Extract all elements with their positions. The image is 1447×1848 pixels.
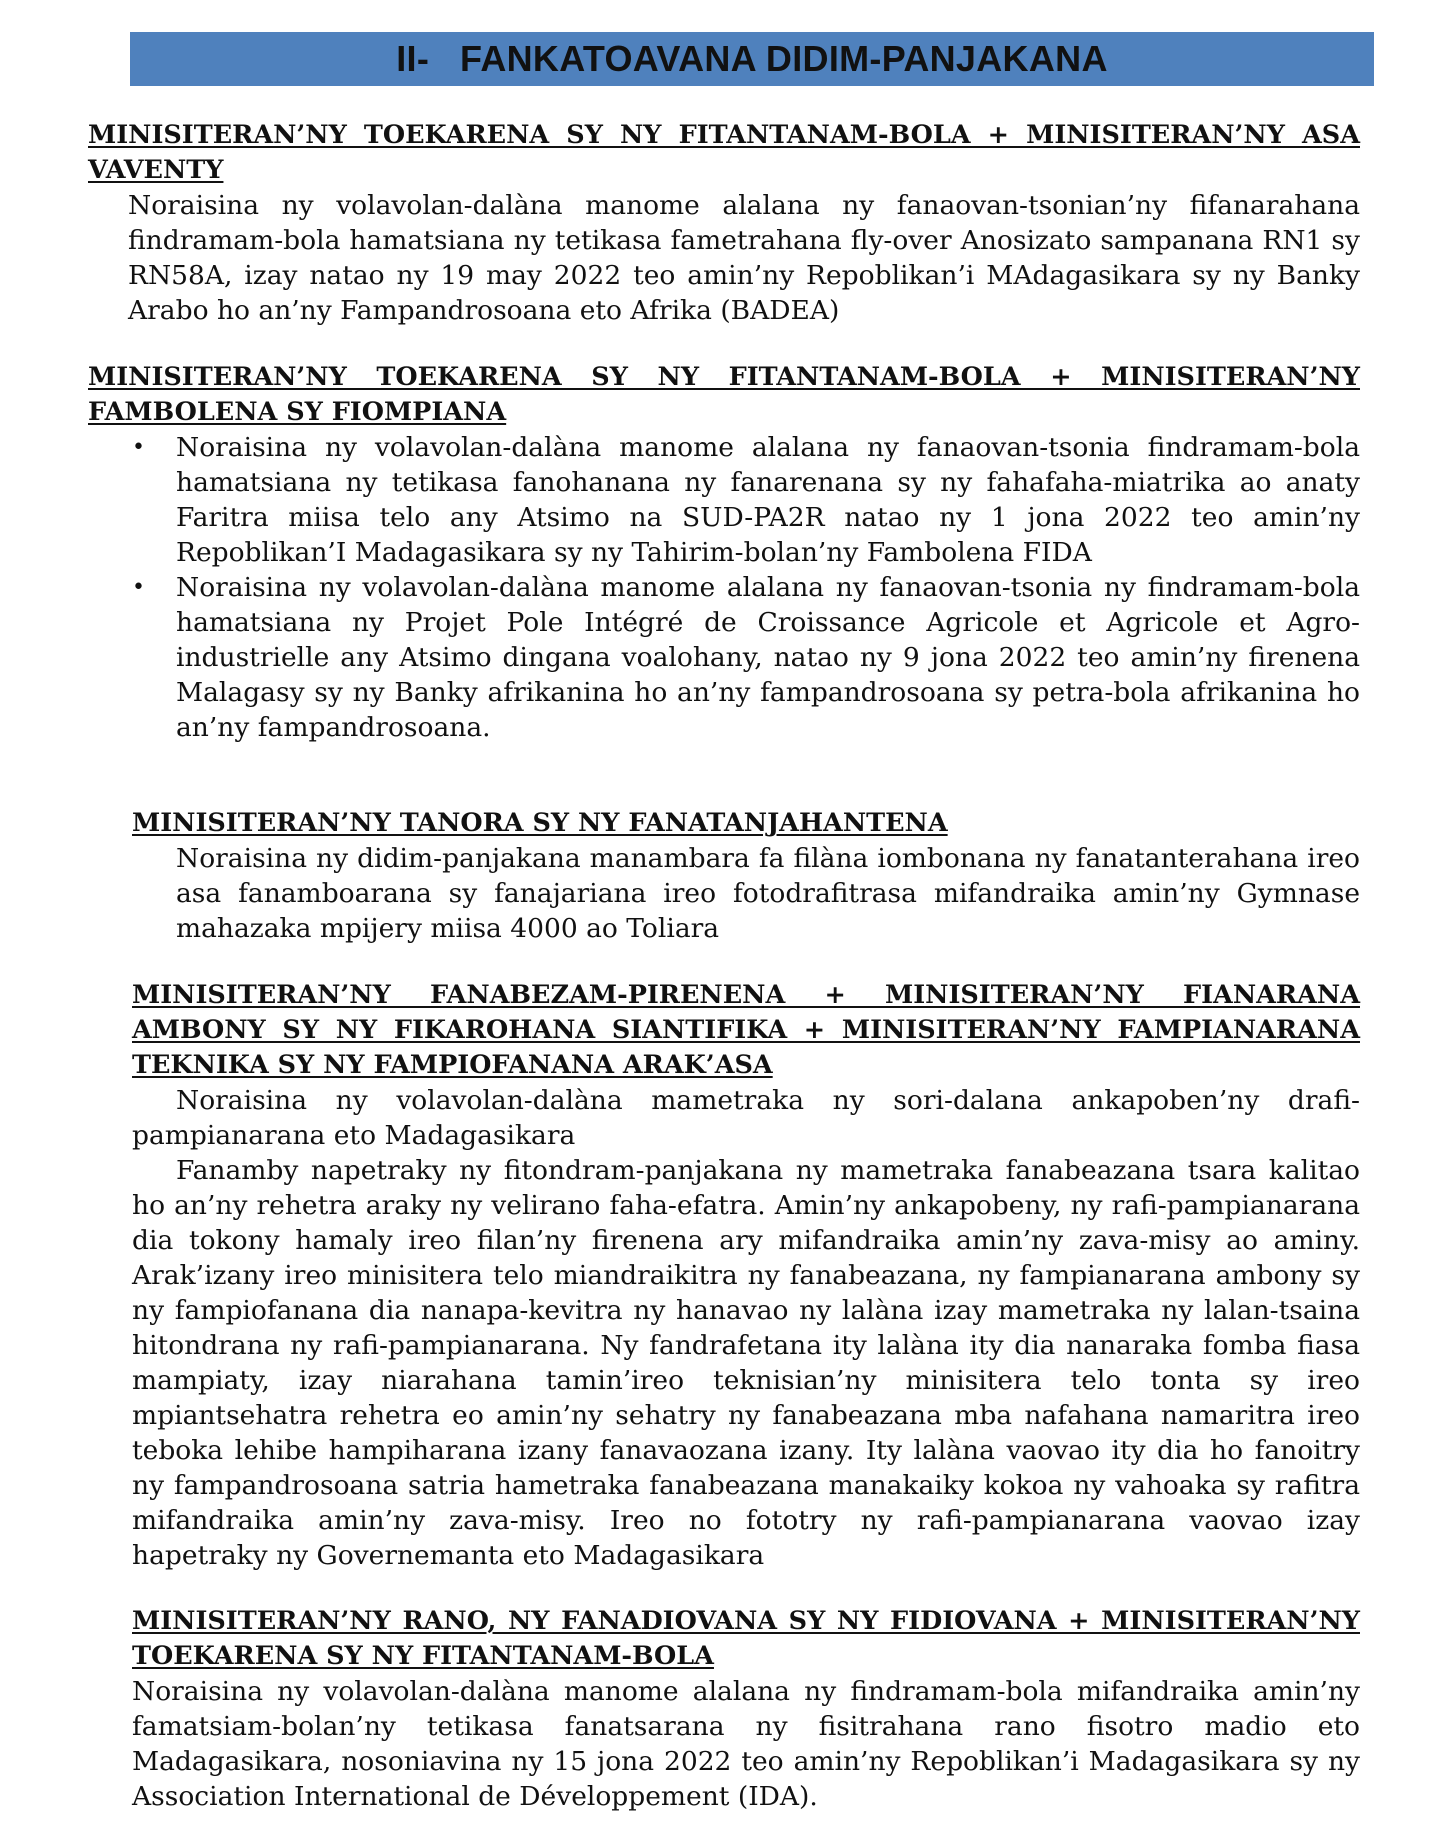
section-economy-agriculture xyxy=(88,360,1360,745)
section-paragraph: Noraisina ny didim-panjakana manambara fa filàna iombonana ny fanatanterahana ireo asa fanamboarana sy fanajariana ireo fotodrafitrasa mifandraika amin’ny Gymnase mahazaka mpijery miisa 4000 ao Toliara xyxy=(176,843,1360,944)
section-heading: MINISITERAN’NY RANO, NY FANADIOVANA SY NY FIDIOVANA + MINISITERAN’NY TOEKARENA SY NY FITANTANAM-BOLA xyxy=(132,1606,1360,1671)
section-paragraph: Noraisina ny volavolan-dalàna manome alalana ny fanaovan-tsonian’ny fifanarahana findramam-bola hamatsiana ny tetikasa fametrahana fly-over Anosizato sampanana RN1 sy RN58A, izay natao ny 19 may 2022 teo amin’ny Repoblikan’i MAdagasikara sy ny Banky Arabo ho an’ny Fampandrosoana eto Afrika (BADEA) xyxy=(128,190,1360,326)
bullet-list xyxy=(88,430,1360,745)
list-item-text: Noraisina ny volavolan-dalàna manome alalana ny fanaovan-tsonia findramam-bola hamatsiana ny tetikasa fanohanana ny fanarenana sy ny fahafaha-miatrika ao anaty Faritra miisa telo any Atsimo na SUD-PA2R natao ny 1 jona 2022 teo amin’ny Repoblikan’I Madagasikara sy ny Tahirim-bolan’ny Fambolena FIDA xyxy=(176,432,1360,568)
list-item-text: Noraisina ny volavolan-dalàna manome alalana ny fanaovan-tsonia ny findramam-bola hamatsiana ny Projet Pole Intégré de Croissance Agricole et Agricole et Agro-industrielle any Atsimo dingana voalohany, natao ny 9 jona 2022 teo amin’ny firenena Malagasy sy ny Banky afrikanina ho an’ny fampandrosoana sy petra-bola afrikanina ho an’ny fampandrosoana. xyxy=(176,572,1360,743)
section-paragraph: Noraisina ny volavolan-dalàna mametraka ny sori-dalana ankapoben’ny drafi-pampianarana eto Madagasikara xyxy=(132,1085,1360,1151)
section-title: II- FANKATOAVANA DIDIM-PANJAKANA xyxy=(396,38,1108,79)
bullet-icon: • xyxy=(132,435,145,460)
section-water-sanitation xyxy=(132,1604,1360,1814)
section-title-banner xyxy=(130,32,1374,86)
section-paragraph: Fanamby napetraky ny fitondram-panjakana ny mametraka fanabeazana tsara kalitao ho an’ny rehetra araky ny velirano faha-efatra. Amin’ny ankapobeny, ny rafi-pampianarana dia tokony hamaly ireo filan’ny firenena ary mifandraika amin’ny zava-misy ao aminy. Arak’izany ireo minisitera telo miandraikitra ny fanabeazana, ny fampianarana ambony sy ny fampiofanana dia nanapa-kevitra ny hanavao ny lalàna izay mametraka ny lalan-tsaina hitondrana ny rafi-pampianarana. Ny fandrafetana ity lalàna ity dia nanaraka fomba fiasa mampiaty, izay niarahana tamin’ireo teknisian’ny minisitera telo tonta sy ireo mpiantsehatra rehetra eo amin’ny sehatry ny fanabeazana mba nafahana namaritra ireo teboka lehibe hampiharana izany fanavaozana izany. Ity lalàna vaovao ity dia ho fanoitry ny fampandrosoana satria hametraka fanabeazana manakaiky kokoa ny vahoaka sy rafitra mifandraika amin’ny zava-misy. Ireo no fototry ny rafi-pampianarana vaovao izay hapetraky ny Governemanta eto Madagasikara xyxy=(132,1155,1360,1571)
section-heading: MINISITERAN’NY TANORA SY NY FANATANJAHANTENA xyxy=(132,808,948,838)
list-item xyxy=(88,570,1360,745)
section-heading: MINISITERAN’NY FANABEZAM-PIRENENA + MINISITERAN’NY FIANARANA AMBONY SY NY FIKAROHANA SIANTIFIKA + MINISITERAN’NY FAMPIANARANA TEKNIKA SY NY FAMPIOFANANA ARAK’ASA xyxy=(132,980,1360,1080)
section-heading: MINISITERAN’NY TOEKARENA SY NY FITANTANAM-BOLA + MINISITERAN’NY FAMBOLENA SY FIOMPIANA xyxy=(88,362,1360,427)
bullet-icon: • xyxy=(132,575,145,600)
section-paragraph: Noraisina ny volavolan-dalàna manome alalana ny findramam-bola mifandraika amin’ny famatsiam-bolan’ny tetikasa fanatsarana ny fisitrahana rano fisotro madio eto Madagasikara, nosoniavina ny 15 jona 2022 teo amin’ny Repoblikan’i Madagasikara sy ny Association International de Développement (IDA). xyxy=(132,1676,1360,1812)
section-youth-sports xyxy=(132,806,1360,946)
section-heading: MINISITERAN’NY TOEKARENA SY NY FITANTANAM-BOLA + MINISITERAN’NY ASA VAVENTY xyxy=(88,120,1360,185)
list-item xyxy=(88,430,1360,570)
section-education xyxy=(132,978,1360,1573)
section-economy-works xyxy=(88,118,1360,328)
